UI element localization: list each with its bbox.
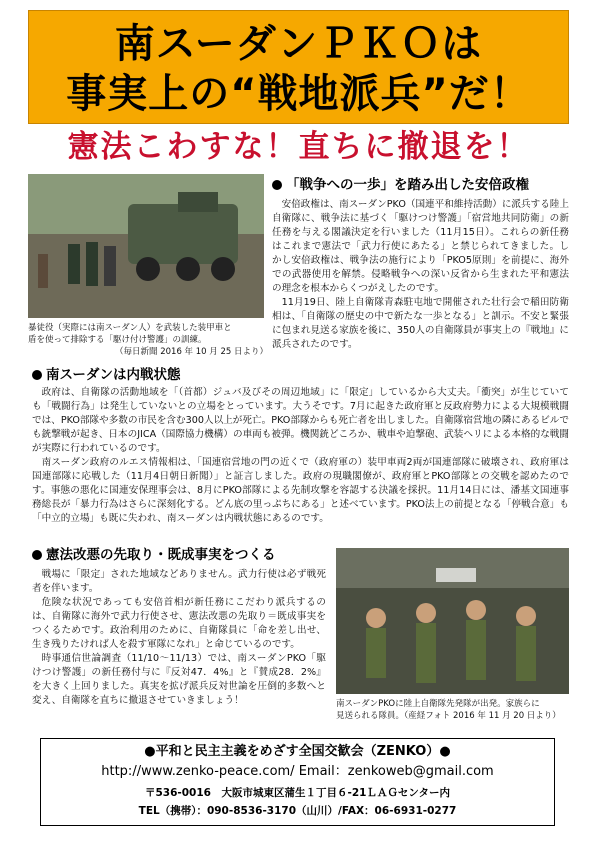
photo-illustration xyxy=(28,174,264,318)
section1-paragraph-1: 安倍政権は、南スーダンPKO（国連平和維持活動）に派兵する陸上自衛隊に、戦争法に基づく「駆けつけ警護」「宿営地共同防衛」の新任務を与える閣議決定を行いました（11月15日）。これらの新任務はこれまで憲法で「武力行使にあたる」と禁じられてきました。しかし安倍政権は、戦争法の施行により「PKO5原則」を前提に、海外での武器使用を解禁。侵略戦争への深い反省から生まれた平和憲法の理念を根本からくつがえしたのです。 xyxy=(272,199,569,294)
section3-heading-text: 憲法改悪の先取り・既成事実をつくる xyxy=(46,547,276,563)
photo1-caption xyxy=(28,322,268,358)
photo2-caption-line-1: 南スーダンPKOに陸上自衛隊先発隊が出発。家族らに xyxy=(336,699,540,709)
photo2-caption-line-2: 見送られる隊員。（産経フォト 2016 年 11 月 20 日より） xyxy=(336,711,561,721)
section1-paragraph-2: 11月19日、陸上自衛隊青森駐屯地で開催された壮行会で稲田防衛相は、「自衛隊の歴史の中で新たな一歩となる」と訓示。不安と緊張に包まれ見送る家族を後に、350人の自衛隊員が事実上の『戦地』に派兵されたのです。 xyxy=(272,297,569,350)
subtitle: 憲法こわすな！直ちに撤退を！ xyxy=(67,129,530,165)
section2-heading xyxy=(32,366,532,384)
section1-body xyxy=(272,198,569,352)
footer-tel-fax: TEL（携帯）：090-8536-3170（山川）/FAX：06-6931-0277 xyxy=(138,805,457,817)
footer-web-email: http://www.zenko-peace.com/ Email：zenkoweb@gmail.com xyxy=(101,764,494,779)
footer-org: ●平和と民主主義をめざす全国交歓会（ZENKO）● xyxy=(144,744,451,759)
photo1-caption-line-2: 盾を使って排除する「駆け付け警護」の訓練。 xyxy=(28,335,207,345)
section2-paragraph-1: 政府は、自衛隊の活動地域を「（首都）ジュバ及びその周辺地域」に「限定」しているから大丈夫。「衝突」が生じていても「戦闘行為」は発生していないとの立場をとっています。大うそです。7月に起きた政府軍と反政府勢力による大規模戦闘では、PKO部隊や多数の市民を含む300人以上が死亡。PKO部隊からも死亡者を出しました。自衛隊宿営地の隣にあるビルでも銃撃戦が起き、日本のJICA（国際協力機構）の車両も被弾。機関銃どころか、戦車や迫撃砲、武装ヘリによる本格的な戦闘が実際に行われているのです。 xyxy=(32,387,569,454)
title-banner xyxy=(28,10,569,124)
photo-troops-departure xyxy=(336,548,569,694)
section3-body xyxy=(32,568,326,708)
section2-paragraph-2: 南スーダン政府のルエス情報相は、「国連宿営地の門の近くで（政府軍の）装甲車両2両が国連部隊に破壊され、政府軍は国連部隊に応戦した（11月4日朝日新聞）」と証言しました。政府の現職閣僚が、政府軍とPKO部隊との交戦を認めたのです。事態の悪化に国連安保理事会は、8月にPKO部隊による先制攻撃を容認する決議を採択。11月14日には、潘基文国連事務総長が「暴力行為はさらに深刻化する。どん底の里っぷちにある」と述べています。PKO法上の前提となる「停戦合意」も「中立的立場」も既に失われ、南スーダンは内戦状態にあるのです。 xyxy=(32,457,569,524)
photo-armored-vehicle-training xyxy=(28,174,264,318)
section1-heading-text: 「戦争への一歩」を踏み出した安倍政権 xyxy=(286,177,529,193)
photo1-caption-line-3: （毎日新聞 2016 年 10 月 25 日より） xyxy=(115,347,268,357)
footer-address: 〒536-0016 大阪市城東区蒲生１丁目６-21ＬＡＧセンター内 xyxy=(144,787,451,799)
section2-heading-text: 南スーダンは内戦状態 xyxy=(46,367,181,383)
section2-body xyxy=(32,386,569,526)
title-line-2: 事実上の“戦地派兵”だ！ xyxy=(66,71,531,117)
footer-contact-box xyxy=(40,738,555,826)
section3-heading xyxy=(32,546,332,564)
bullet-icon xyxy=(272,180,282,190)
photo1-caption-line-1: 暴徒役（実際には南スーダン人）を武装した装甲車と xyxy=(28,323,232,333)
bullet-icon xyxy=(32,550,42,560)
title-line-1: 南スーダンＰＫＯは xyxy=(114,21,483,67)
section3-paragraph-1: 戦場に「限定」された地域などありません。武力行使は必ず戦死者を伴います。 xyxy=(32,569,326,594)
photo2-caption xyxy=(336,698,569,722)
section3-paragraph-2: 危険な状況であっても安倍首相が新任務にこだわり派兵するのは、自衛隊に海外で武力行使させ、憲法改悪の先取り＝既成事実をつくるためです。政治利用のために、自衛隊員に「命を差し出せ、生き残りたければ人を殺す軍隊になれ」と命じているのです。 xyxy=(32,597,326,650)
bullet-icon xyxy=(32,370,42,380)
section3-paragraph-3: 時事通信世論調査（11/10〜11/13）では、南スーダンPKO「駆けつけ警護」の新任務付与に『反対47．4%』と『賛成28．2%』を大きく上回りました。真実を拡げ派兵反対世論を圧倒的多数へと変え、自衛隊を直ちに撤退させていきましょう！ xyxy=(32,653,326,706)
section1-heading xyxy=(272,176,572,194)
photo-illustration xyxy=(336,548,569,694)
